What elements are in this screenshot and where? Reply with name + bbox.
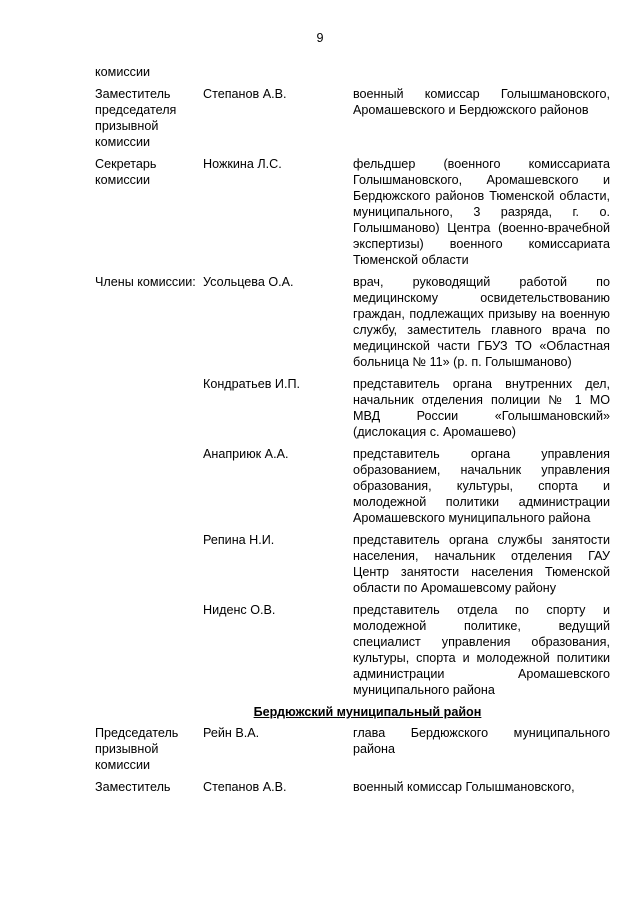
table-row bbox=[95, 725, 610, 773]
table-row bbox=[95, 602, 610, 698]
member-role: комиссии bbox=[95, 65, 151, 79]
table-row bbox=[95, 532, 610, 596]
member-position: военный комиссар Голышмановского, Аромашевского и Бердюжского районов bbox=[353, 87, 610, 117]
member-role: Секретарь комиссии bbox=[95, 157, 157, 187]
member-position: глава Бердюжского муниципального района bbox=[353, 726, 610, 756]
table-row bbox=[95, 446, 610, 526]
member-name: Степанов А.В. bbox=[203, 780, 287, 794]
table-row bbox=[95, 86, 610, 150]
table-row bbox=[95, 779, 610, 795]
berdyuzhye-commission-rows bbox=[95, 725, 610, 795]
commission-table bbox=[95, 64, 610, 795]
member-position: военный комиссар Голышмановского, bbox=[353, 780, 575, 794]
member-name: Степанов А.В. bbox=[203, 87, 287, 101]
member-name: Репина Н.И. bbox=[203, 533, 275, 547]
member-position: врач, руководящий работой по медицинскому освидетельствованию граждан, подлежащих призыву на военную службу, заместитель главного врача по медицинской части ГБУЗ ТО «Областная больница № 11» (р. п. Голышманово) bbox=[353, 275, 610, 369]
member-role: Председатель призывной комиссии bbox=[95, 726, 179, 772]
member-role: Заместитель bbox=[95, 780, 171, 794]
member-role: Заместитель председателя призывной комиссии bbox=[95, 87, 177, 149]
member-name: Ниденс О.В. bbox=[203, 603, 276, 617]
member-role: Члены комиссии: bbox=[95, 275, 196, 289]
page-number: 9 bbox=[316, 31, 324, 45]
member-position: представитель органа внутренних дел, начальник отделения полиции № 1 МО МВД России «Голышмановский» (дислокация с. Аромашево) bbox=[353, 377, 610, 439]
table-row bbox=[95, 64, 610, 80]
member-name: Анаприюк А.А. bbox=[203, 447, 289, 461]
member-position: представитель органа службы занятости населения, начальник отделения ГАУ Центр занятости населения Тюменской области по Аромашевсому району bbox=[353, 533, 610, 595]
member-position: представитель органа управления образованием, начальник управления образования, культуры, спорта и молодежной политики администрации Аромашевского муниципального района bbox=[353, 447, 610, 525]
member-position: представитель отдела по спорту и молодежной политике, ведущий специалист управления образования, культуры, спорта и молодежной политики администрации Аромашевского муниципального района bbox=[353, 603, 610, 697]
aromashevo-commission-rows bbox=[95, 64, 610, 698]
member-name: Ножкина Л.С. bbox=[203, 157, 282, 171]
table-row bbox=[95, 156, 610, 268]
section-title: Бердюжский муниципальный район bbox=[253, 705, 482, 719]
member-name: Усольцева О.А. bbox=[203, 275, 294, 289]
member-name: Рейн В.А. bbox=[203, 726, 260, 740]
member-position: фельдшер (военного комиссариата Голышмановского, Аромашевского и Бердюжского районов Тюменской области, муниципального, 3 разряда, г. о. Голышманово) Центра (военно-врачебной экспертизы) военного комиссариата Тюменской области bbox=[353, 157, 610, 267]
table-row bbox=[95, 376, 610, 440]
member-name: Кондратьев И.П. bbox=[203, 377, 300, 391]
table-row bbox=[95, 274, 610, 370]
